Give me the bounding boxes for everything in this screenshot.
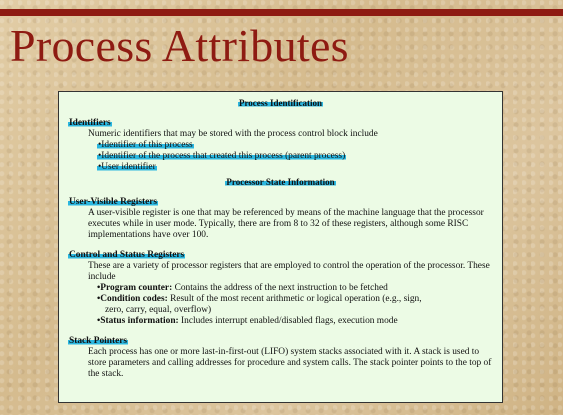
list-item: •Status information: Includes interrupt enabled/disabled flags, execution mode [97, 316, 398, 326]
user-visible-registers-heading: User-Visible Registers [69, 197, 158, 207]
stack-pointers-heading: Stack Pointers [69, 336, 128, 346]
control-status-registers-heading: Control and Status Registers [69, 250, 185, 260]
control-status-registers-text: These are a variety of processor registers that are employed to control the operation of the processor. These include [88, 261, 490, 282]
identifiers-list [97, 140, 493, 173]
list-item: •Condition codes: Result of the most recent arithmetic or logical operation (e.g., sign, zero, carry, equal, overflow) [97, 294, 422, 315]
title-rule [0, 9, 563, 16]
control-status-list [97, 283, 493, 327]
stack-pointers-text: Each process has one or more last-in-first-out (LIFO) system stacks associated with it. A stack is used to store parameters and calling addresses for procedure and system calls. The stack pointer points to the top of the stack. [88, 347, 492, 379]
identifiers-intro: Numeric identifiers that may be stored with the process control block include [88, 129, 378, 139]
content-box [58, 91, 503, 403]
list-item: •Program counter: Contains the address of the next instruction to be fetched [97, 283, 388, 293]
user-visible-registers-text: A user-visible register is one that may be referenced by means of the machine language that the processor executes while in user mode. Typically, there are from 8 to 32 of these registers, although some RISC implementations have over 100. [88, 208, 484, 240]
section-title-process-identification: Process Identification [238, 98, 323, 108]
list-item: •User identifier [98, 162, 156, 172]
list-item: •Identifier of this process [98, 140, 193, 150]
identifiers-heading: Identifiers [69, 118, 111, 128]
section-title-processor-state: Processor State Information [226, 177, 335, 187]
list-item: •Identifier of the process that created this process (parent process) [98, 151, 346, 161]
slide-title: Process Attributes [10, 20, 349, 71]
